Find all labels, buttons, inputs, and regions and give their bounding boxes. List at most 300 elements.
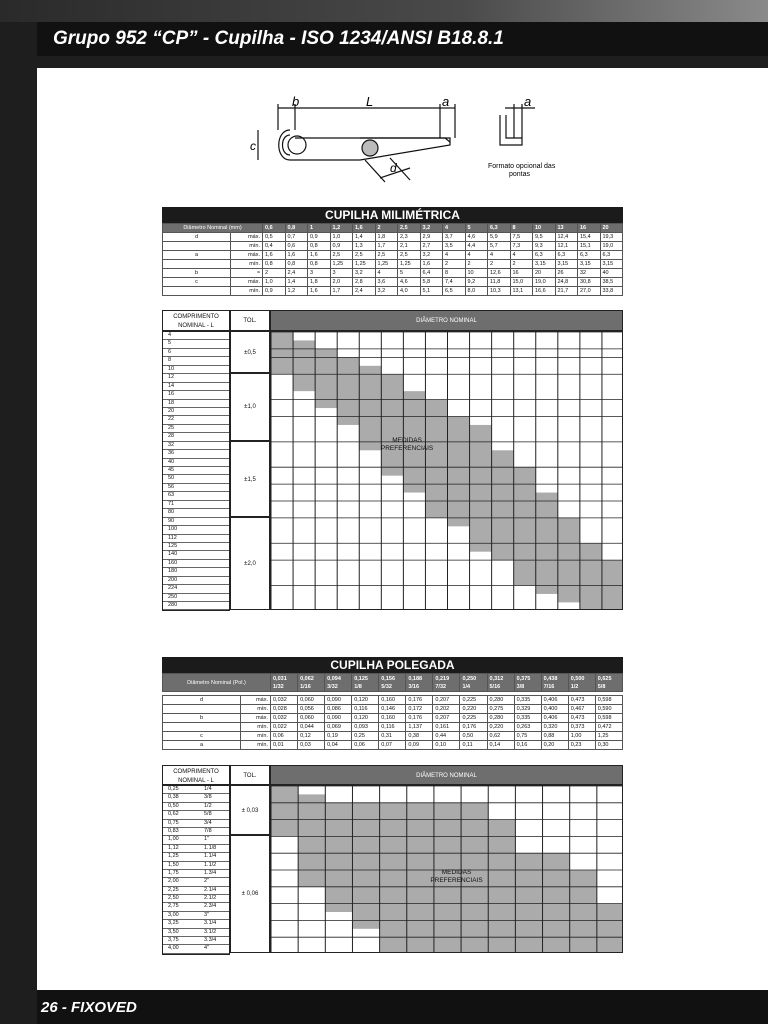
length-dec: 0,25 [168, 786, 179, 792]
available-range [271, 786, 298, 836]
length-item: 20 [163, 408, 229, 416]
size-header [379, 674, 406, 692]
length-dec: 1,00 [168, 836, 179, 843]
spec-value: 0,16 [514, 741, 541, 750]
size-dec: 0,250 [462, 675, 477, 682]
spec-value: 30,8 [578, 278, 601, 287]
spec-value: 6,3 [578, 251, 601, 260]
spec-value: 0,01 [271, 741, 298, 750]
optional-tip-caption: Formato opcional das pontas [488, 163, 556, 178]
length-item: 160 [163, 560, 229, 568]
length-item [163, 828, 229, 836]
spec-value: 2,0 [330, 278, 353, 287]
spec-value: 0,176 [460, 723, 487, 732]
size-header: 3,2 [420, 224, 443, 233]
spec-value: 0,176 [406, 714, 433, 723]
spec-value: 0,202 [433, 705, 460, 714]
spec-value: 0,06 [271, 732, 298, 741]
spec-value: 6,3 [533, 251, 556, 260]
dim-L-label: L [366, 94, 374, 109]
spec-value: 4,6 [398, 278, 421, 287]
length-item: 180 [163, 568, 229, 576]
length-list [162, 331, 230, 611]
spec-value: 9,5 [533, 233, 556, 242]
length-item: 16 [163, 391, 229, 399]
spec-value: 4 [465, 251, 488, 260]
spec-value: 3,2 [375, 287, 398, 296]
size-header [271, 674, 298, 692]
available-range [488, 820, 515, 953]
inch-spec-table [162, 673, 623, 750]
spec-value: 0,9 [263, 287, 286, 296]
spec-value: 0,160 [379, 714, 406, 723]
length-item: 56 [163, 484, 229, 492]
spec-value: 2,5 [398, 251, 421, 260]
spec-value: 0,467 [568, 705, 595, 714]
available-range [352, 803, 379, 929]
size-header [568, 674, 595, 692]
spec-value: 7,3 [510, 242, 533, 251]
dim-kind: ≈ [231, 269, 263, 278]
length-item: 8 [163, 357, 229, 365]
spec-value: 5 [398, 269, 421, 278]
available-range [492, 450, 514, 560]
page-footer [37, 990, 768, 1024]
length-dec: 0,83 [168, 827, 179, 834]
spec-value: 0,23 [568, 741, 595, 750]
spec-value: 4 [488, 251, 511, 260]
spec-value: 0,8 [308, 260, 331, 269]
spec-value: 0,590 [595, 705, 622, 714]
length-frac: 3.3/4 [204, 937, 217, 944]
length-item [163, 870, 229, 878]
spec-value: 6,5 [443, 287, 466, 296]
spec-value: 1,2 [285, 287, 308, 296]
spec-value: 13,1 [510, 287, 533, 296]
dim-name [163, 260, 231, 269]
size-header [541, 674, 568, 692]
metric-section [162, 207, 623, 296]
spec-value: 0,25 [352, 732, 379, 741]
spec-value: 0,12 [298, 732, 325, 741]
size-frac: 7/16 [543, 683, 555, 690]
tolerance-cell: ±0,5 [230, 331, 270, 373]
size-header [298, 674, 325, 692]
spec-value: 3,6 [375, 278, 398, 287]
available-range [543, 853, 570, 953]
spec-value: 0,50 [460, 732, 487, 741]
spec-value: 0,473 [568, 714, 595, 723]
spec-value: 2 [510, 260, 533, 269]
spec-value: 6,4 [420, 269, 443, 278]
spec-value: 2,4 [353, 287, 376, 296]
length-frac: 7/8 [204, 827, 212, 834]
spec-value: 19,0 [600, 242, 623, 251]
spec-value: 0,176 [406, 696, 433, 705]
size-header [325, 674, 352, 692]
length-dec: 1,75 [168, 869, 179, 876]
length-item: 18 [163, 400, 229, 408]
spec-value: 40 [600, 269, 623, 278]
length-item: 10 [163, 366, 229, 374]
length-frac: 5/8 [204, 811, 212, 818]
length-item [163, 887, 229, 895]
spec-head-label: Diâmetro Nominal (Pol.) [163, 674, 271, 692]
spec-value: 20 [533, 269, 556, 278]
spec-value: 1,0 [330, 233, 353, 242]
available-range [381, 374, 403, 475]
spec-value: 3 [308, 269, 331, 278]
spec-value: 2 [443, 260, 466, 269]
length-item: 40 [163, 459, 229, 467]
spec-row [163, 741, 623, 750]
spec-value: 0,8 [263, 260, 286, 269]
size-header: 20 [600, 224, 623, 233]
length-item [163, 820, 229, 828]
spec-value: 0,090 [325, 714, 352, 723]
length-item: 200 [163, 577, 229, 585]
available-range [448, 417, 470, 527]
spec-row [163, 696, 623, 705]
spec-value: 0,406 [541, 714, 568, 723]
length-item [163, 903, 229, 911]
size-header: 0,6 [263, 224, 286, 233]
spec-value: 0,9 [330, 242, 353, 251]
length-frac: 2.1/2 [204, 895, 217, 902]
spec-value: 19,3 [600, 233, 623, 242]
length-item [163, 853, 229, 861]
dim-name [163, 242, 231, 251]
spec-value: 0,6 [285, 242, 308, 251]
size-frac: 5/8 [597, 683, 606, 690]
spec-value: 33,8 [600, 287, 623, 296]
length-item: 71 [163, 501, 229, 509]
length-dec: 3,75 [168, 937, 179, 944]
size-dec: 0,500 [570, 675, 585, 682]
dim-kind: máx. [231, 251, 263, 260]
spec-value: 0,146 [379, 705, 406, 714]
tolerance-cell: ± 0,03 [230, 785, 270, 835]
size-header [460, 674, 487, 692]
length-item: 5 [163, 340, 229, 348]
spec-value: 0,207 [433, 714, 460, 723]
available-range [470, 425, 492, 552]
spec-value: 15,1 [578, 242, 601, 251]
size-frac: 1/16 [300, 683, 311, 690]
spec-value: 3,15 [533, 260, 556, 269]
spec-value: 0,028 [271, 705, 298, 714]
spec-value: 8 [443, 269, 466, 278]
spec-value: 0,069 [325, 723, 352, 732]
spec-value: 15,0 [510, 278, 533, 287]
length-item: 28 [163, 433, 229, 441]
spec-value: 2,9 [420, 233, 443, 242]
spec-value: 2,3 [398, 233, 421, 242]
spec-value: 0,07 [379, 741, 406, 750]
dim-kind: mín. [231, 287, 263, 296]
spec-value: 0,220 [487, 723, 514, 732]
spec-value: 4,4 [465, 242, 488, 251]
spec-value: 0,161 [433, 723, 460, 732]
length-item: 280 [163, 602, 229, 610]
available-range [337, 357, 359, 425]
spec-value: 0,4 [263, 242, 286, 251]
spec-value: 3,15 [578, 260, 601, 269]
spec-value: 4 [510, 251, 533, 260]
spec-value: 2,7 [420, 242, 443, 251]
spec-value: 0,373 [568, 723, 595, 732]
spec-value: 0,31 [379, 732, 406, 741]
spec-value: 3,15 [555, 260, 578, 269]
size-header: 0,8 [285, 224, 308, 233]
length-item: 90 [163, 518, 229, 526]
length-item [163, 895, 229, 903]
length-item [163, 794, 229, 802]
spec-value: 1,6 [285, 251, 308, 260]
length-dec: 2,50 [168, 895, 179, 902]
length-item [163, 929, 229, 937]
spec-value: 0,5 [263, 233, 286, 242]
size-frac: 5/16 [489, 683, 501, 690]
available-range [425, 400, 447, 518]
tolerance-cell: ±1,0 [230, 373, 270, 441]
spec-value: 6,3 [600, 251, 623, 260]
dim-kind: mín. [241, 741, 271, 750]
dim-name [163, 287, 231, 296]
dim-name: d [163, 696, 241, 705]
tolerance-cell: ±2,0 [230, 517, 270, 610]
page-title: Grupo 952 “CP” - Cupilha - ISO 1234/ANSI B18.8.1 [53, 28, 504, 49]
dim-name [163, 723, 241, 732]
length-item: 12 [163, 374, 229, 382]
spec-value: 3 [330, 269, 353, 278]
spec-value: 0,086 [325, 705, 352, 714]
diam-header: DIÂMETRO NOMINAL [270, 310, 623, 331]
length-header: COMPRIMENTO NOMINAL - L [162, 765, 230, 785]
page-header [37, 22, 768, 56]
spec-value: 0,116 [352, 705, 379, 714]
spec-value: 0,160 [379, 696, 406, 705]
spec-value: 0,598 [595, 714, 622, 723]
size-header: 10 [533, 224, 556, 233]
spec-value: 0,225 [460, 714, 487, 723]
spec-value: 1,25 [595, 732, 622, 741]
spec-value: 26 [555, 269, 578, 278]
length-dec: 3,00 [168, 911, 179, 918]
size-dec: 0,156 [381, 675, 396, 682]
length-frac: 3.1/4 [204, 920, 217, 927]
spec-value: 0,329 [514, 705, 541, 714]
size-header: 6,3 [488, 224, 511, 233]
cotter-pin-drawing [250, 90, 580, 190]
spec-value: 0,220 [460, 705, 487, 714]
spec-value: 1,25 [398, 260, 421, 269]
size-dec: 0,438 [543, 675, 558, 682]
length-item: 112 [163, 535, 229, 543]
spec-value: 4,6 [465, 233, 488, 242]
length-header: COMPRIMENTO NOMINAL - L [162, 310, 230, 331]
spec-value: 0,406 [541, 696, 568, 705]
size-header [487, 674, 514, 692]
spec-value: 0,120 [352, 696, 379, 705]
spec-value: 0,280 [487, 696, 514, 705]
length-item [163, 945, 229, 953]
spec-value: 19,0 [533, 278, 556, 287]
spec-row [163, 242, 623, 251]
spec-value: 0,060 [298, 714, 325, 723]
available-range [271, 332, 293, 374]
spec-value: 2 [263, 269, 286, 278]
spec-value: 0,8 [308, 242, 331, 251]
inch-section [162, 657, 623, 750]
size-dec: 0,625 [597, 675, 612, 682]
dim-kind: máx. [231, 233, 263, 242]
spec-value: 0,225 [460, 696, 487, 705]
available-range [325, 803, 352, 912]
spec-value: 1,7 [375, 242, 398, 251]
spec-value: 0,44 [433, 732, 460, 741]
length-item: 45 [163, 467, 229, 475]
length-frac: 1.1/4 [204, 853, 217, 860]
spec-row [163, 260, 623, 269]
length-item: 100 [163, 526, 229, 534]
spec-value: 0,9 [308, 233, 331, 242]
available-range [380, 803, 407, 953]
length-frac: 1.1/8 [204, 844, 217, 851]
length-dec: 3,25 [168, 920, 179, 927]
available-range [570, 870, 597, 953]
spec-value: 9,2 [465, 278, 488, 287]
size-frac: 3/16 [408, 683, 420, 690]
available-range [580, 543, 602, 610]
size-header: 1,2 [330, 224, 353, 233]
spec-value: 2,4 [285, 269, 308, 278]
metric-spec-table [162, 223, 623, 296]
length-item: 6 [163, 349, 229, 357]
dim-name: c [163, 278, 231, 287]
spec-value: 0,75 [514, 732, 541, 741]
spec-value: 8,0 [465, 287, 488, 296]
spec-value: 0,598 [595, 696, 622, 705]
spec-value: 0,20 [541, 741, 568, 750]
spec-row [163, 732, 623, 741]
dim-a-label: a [442, 94, 450, 109]
dim-name [163, 705, 241, 714]
spec-value: 0,090 [325, 696, 352, 705]
dim-d-label: d [390, 161, 397, 175]
spec-value: 12,1 [555, 242, 578, 251]
length-dec: 0,62 [168, 811, 179, 818]
length-frac: 1/2 [204, 802, 212, 809]
spec-value: 11,8 [488, 278, 511, 287]
available-range [298, 794, 325, 886]
spec-value: 6,3 [555, 251, 578, 260]
spec-row [163, 705, 623, 714]
spec-value: 2,1 [398, 242, 421, 251]
size-header [352, 674, 379, 692]
spec-value: 3,7 [443, 233, 466, 242]
length-dec: 2,00 [168, 878, 179, 885]
length-item [163, 803, 229, 811]
length-frac: 1" [204, 836, 210, 843]
size-header [433, 674, 460, 692]
preferred-sizes-label: MEDIDAS PREFERENCIAIS [380, 436, 434, 452]
available-range [602, 560, 623, 610]
spec-value: 32 [578, 269, 601, 278]
length-item [163, 836, 229, 844]
length-frac: 2.3/4 [204, 903, 217, 910]
length-item [163, 912, 229, 920]
size-header: 4 [443, 224, 466, 233]
spec-value: 1,8 [308, 278, 331, 287]
spec-value: 16,6 [533, 287, 556, 296]
length-list [162, 785, 230, 955]
length-item [163, 937, 229, 945]
spec-value: 4,0 [398, 287, 421, 296]
spec-value: 1,25 [330, 260, 353, 269]
available-range [597, 904, 623, 953]
spec-value: 0,14 [487, 741, 514, 750]
length-dec: 0,38 [168, 794, 179, 801]
spec-value: 0,060 [298, 696, 325, 705]
spec-value: 2 [488, 260, 511, 269]
dim-kind: máx. [241, 714, 271, 723]
availability-grid [270, 331, 623, 610]
length-item: 22 [163, 416, 229, 424]
spec-value: 0,38 [406, 732, 433, 741]
length-item [163, 845, 229, 853]
spec-value: 1,137 [406, 723, 433, 732]
spec-value: 0,032 [271, 714, 298, 723]
tolerance-cell: ±1,5 [230, 441, 270, 517]
spec-value: 0,275 [487, 705, 514, 714]
length-dec: 3,50 [168, 928, 179, 935]
spec-value: 7,5 [510, 233, 533, 242]
length-dec: 0,75 [168, 819, 179, 826]
spec-value: 5,9 [488, 233, 511, 242]
spec-value: 0,06 [352, 741, 379, 750]
spec-value: 1,6 [420, 260, 443, 269]
spec-value: 10,3 [488, 287, 511, 296]
size-frac: 3/8 [516, 683, 525, 690]
spec-value: 12,6 [488, 269, 511, 278]
spec-value: 1,25 [353, 260, 376, 269]
size-frac: 1/2 [570, 683, 579, 690]
spec-value: 0,056 [298, 705, 325, 714]
spec-value: 27,0 [578, 287, 601, 296]
spec-value: 0,88 [541, 732, 568, 741]
spec-value: 1,3 [353, 242, 376, 251]
dim-name: a [163, 251, 231, 260]
length-frac: 3/4 [204, 819, 212, 826]
spec-value: 0,03 [298, 741, 325, 750]
length-item: 14 [163, 383, 229, 391]
spec-value: 1,6 [308, 251, 331, 260]
spec-value: 0,335 [514, 714, 541, 723]
length-item: 250 [163, 594, 229, 602]
length-dec: 2,25 [168, 886, 179, 893]
spec-value: 3,2 [353, 269, 376, 278]
size-header [595, 674, 622, 692]
dim-kind: mín. [231, 260, 263, 269]
size-header: 2 [375, 224, 398, 233]
spec-value: 5,1 [420, 287, 443, 296]
dim-name: d [163, 233, 231, 242]
spec-value: 38,5 [600, 278, 623, 287]
length-item [163, 862, 229, 870]
preferred-sizes-label: MEDIDAS PREFERENCIAIS [430, 869, 483, 884]
available-range [515, 853, 542, 953]
